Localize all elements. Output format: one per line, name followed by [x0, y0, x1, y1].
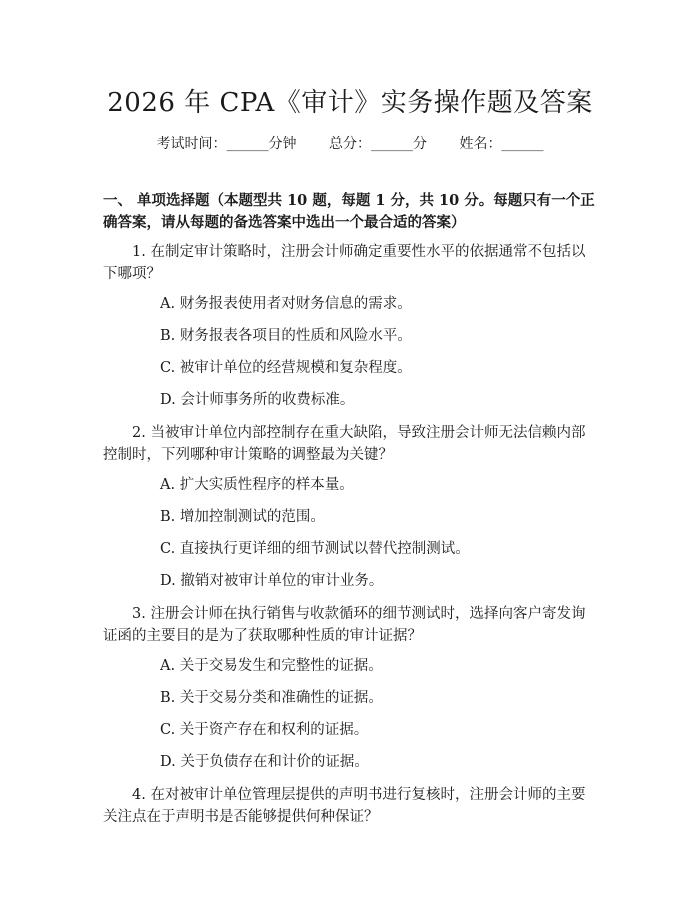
question-1-option-b: B. 财务报表各项目的性质和风险水平。 — [160, 328, 412, 344]
total-score-field: 总分：______分 — [329, 136, 427, 152]
question-2-option-b: B. 增加控制测试的范围。 — [160, 509, 325, 525]
question-1-option-d: D. 会计师事务所的收费标准。 — [160, 392, 355, 408]
question-4: 4. 在对被审计单位管理层提供的声明书进行复核时，注册会计师的主要关注点在于声明书是否能够提供何种保证？ — [103, 787, 586, 825]
question-2-option-d: D. 撤销对被审计单位的审计业务。 — [160, 573, 384, 589]
question-1-option-a: A. 财务报表使用者对财务信息的需求。 — [160, 296, 412, 312]
exam-time-field: 考试时间：______分钟 — [156, 136, 297, 152]
question-3-option-d: D. 关于负债存在和计价的证据。 — [160, 754, 369, 770]
question-2-option-a: A. 扩大实质性程序的样本量。 — [160, 477, 354, 493]
question-3-option-c: C. 关于资产存在和权利的证据。 — [160, 722, 369, 738]
question-1: 1. 在制定审计策略时，注册会计师确定重要性水平的依据通常不包括以下哪项？ — [103, 244, 586, 282]
question-3-option-a: A. 关于交易发生和完整性的证据。 — [160, 658, 383, 674]
question-1-option-c: C. 被审计单位的经营规模和复杂程度。 — [160, 360, 412, 376]
section-heading: 一、 单项选择题（本题型共 10 题，每题 1 分，共 10 分。每题只有一个正确答案，请从每题的备选答案中选出一个最合适的答案） — [103, 192, 595, 231]
name-field: 姓名：______ — [459, 136, 544, 152]
question-3: 3. 注册会计师在执行销售与收款循环的细节测试时，选择向客户寄发询证函的主要目的是为了获取哪种性质的审计证据？ — [103, 606, 586, 644]
exam-meta-line — [0, 133, 700, 153]
question-3-option-b: B. 关于交易分类和准确性的证据。 — [160, 690, 383, 706]
document-title: 2026 年 CPA《审计》实务操作题及答案 — [107, 88, 593, 118]
question-2-option-c: C. 直接执行更详细的细节测试以替代控制测试。 — [160, 541, 470, 557]
question-2: 2. 当被审计单位内部控制存在重大缺陷，导致注册会计师无法信赖内部控制时，下列哪种审计策略的调整最为关键？ — [103, 425, 586, 463]
